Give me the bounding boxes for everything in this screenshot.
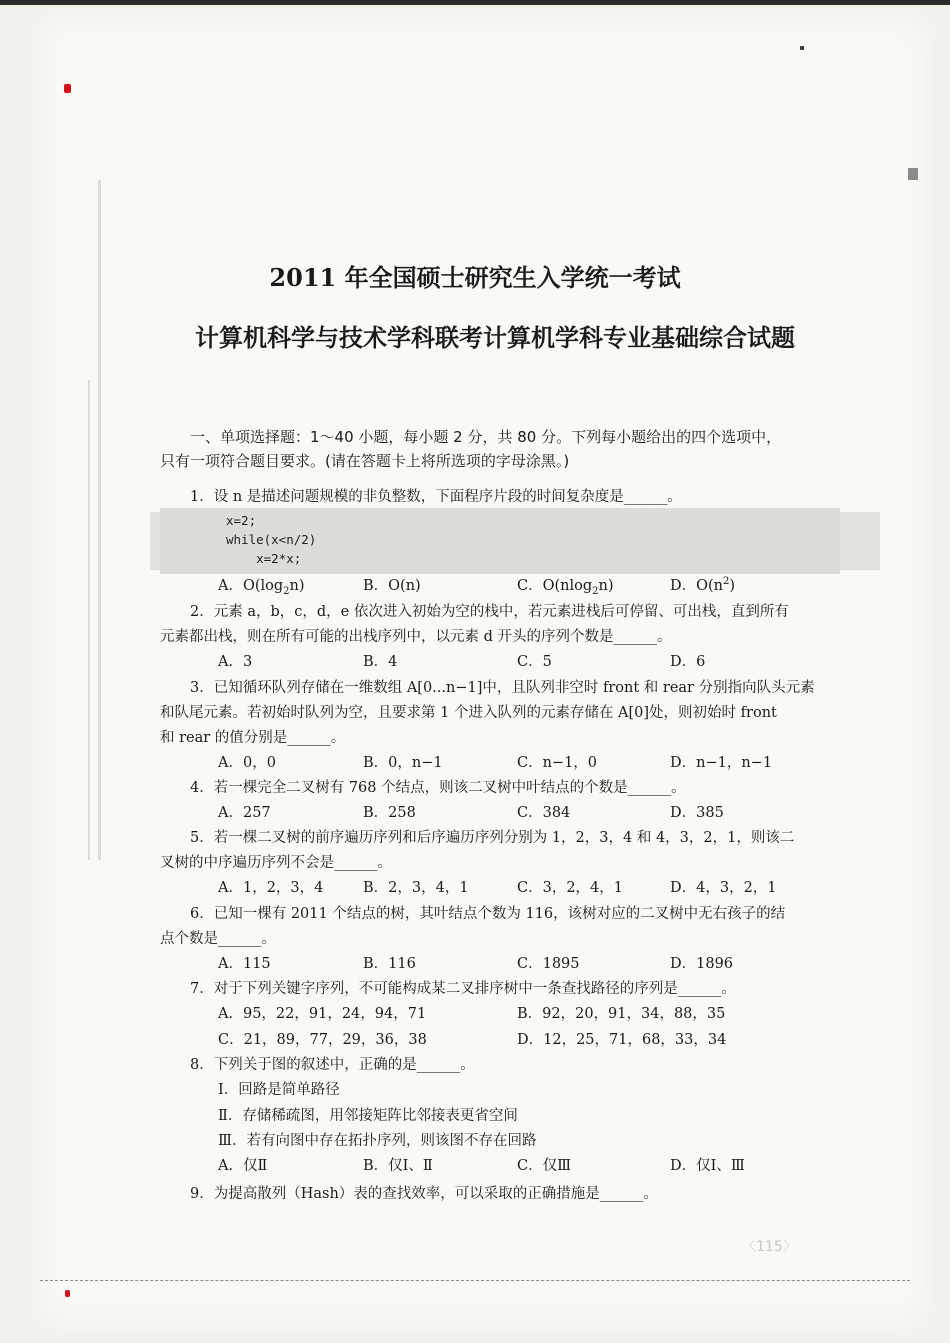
question-2-option-d: D．6	[670, 654, 706, 670]
question-3-option-b: B．0，n−1	[363, 755, 443, 771]
question-6-stem: 点个数是______。	[160, 931, 276, 947]
question-5-stem: 5．若一棵二叉树的前序遍历序列和后序遍历序列分别为 1，2，3，4 和 4，3，2，1，则该二	[190, 830, 795, 846]
section-header-line1: 一、单项选择题：1～40 小题，每小题 2 分，共 80 分。下列每小题给出的四个选项中，	[190, 428, 782, 446]
question-8-option-d: D．仅Ⅰ、Ⅲ	[670, 1158, 745, 1174]
scan-top-edge	[0, 0, 950, 5]
perforation-edge	[40, 1280, 910, 1281]
code-line: x=2*x;	[226, 551, 302, 566]
question-8-statement: Ⅲ．若有向图中存在拓扑序列，则该图不存在回路	[218, 1133, 537, 1149]
question-5-option-b: B．2，3，4，1	[363, 880, 469, 896]
question-3-option-c: C．n−1，0	[517, 755, 598, 771]
question-2-stem: 2．元素 a，b，c，d，e 依次进入初始为空的栈中，若元素进栈后可停留、可出栈，直到所有	[190, 604, 789, 620]
question-2-option-b: B．4	[363, 654, 398, 670]
question-6-stem: 6．已知一棵有 2011 个结点的树，其叶结点个数为 116，该树对应的二叉树中无右孩子的结	[190, 906, 786, 922]
question-1-option-d: D．$O(n^2)$	[670, 576, 736, 594]
question-8-option-c: C．仅Ⅲ	[517, 1158, 572, 1174]
question-6-option-a: A．115	[218, 956, 271, 972]
red-stain	[64, 84, 71, 93]
scan-speck	[908, 168, 918, 180]
question-7-stem: 7．对于下列关键字序列，不可能构成某二叉排序树中一条查找路径的序列是______。	[190, 981, 736, 997]
question-4-option-d: D．385	[670, 805, 724, 821]
question-7-option-a: A．95，22，91，24，94，71	[218, 1006, 427, 1022]
exam-title: 2011 年全国硕士研究生入学统一考试	[269, 263, 681, 292]
scan-speck	[800, 46, 804, 50]
question-5-stem: 叉树的中序遍历序列不会是______。	[160, 855, 392, 871]
question-1-option-a: A．$O(\log_2n)$	[218, 578, 305, 597]
question-3-option-d: D．n−1，n−1	[670, 755, 773, 771]
question-5-option-d: D．4，3，2，1	[670, 880, 777, 896]
question-3-stem: 3．已知循环队列存储在一维数组 A[0...n−1]中，且队列非空时 front 和 rear 分别指向队头元素	[190, 680, 815, 696]
question-4-stem: 4．若一棵完全二叉树有 768 个结点，则该二叉树中叶结点的个数是______。	[190, 780, 686, 796]
question-6-option-b: B．116	[363, 956, 416, 972]
question-8-statement: Ⅱ．存储稀疏图，用邻接矩阵比邻接表更省空间	[218, 1108, 518, 1124]
question-5-option-c: C．3，2，4，1	[517, 880, 623, 896]
section-header-line2: 只有一项符合题目要求。(请在答题卡上将所选项的字母涂黑。)	[160, 452, 570, 470]
question-4-option-b: B．258	[363, 805, 416, 821]
question-8-statement: Ⅰ．回路是简单路径	[218, 1082, 340, 1098]
question-4-option-a: A．257	[218, 805, 271, 821]
code-line: while(x<n/2)	[226, 532, 317, 547]
question-2-option-c: C．5	[517, 654, 552, 670]
question-1-option-b: B．O(n)	[363, 578, 421, 594]
show-through-page-number: 〈115〉	[742, 1239, 797, 1255]
question-3-option-a: A．0，0	[218, 755, 276, 771]
question-1-option-c: C．O(nlog$_2$n)	[517, 578, 614, 597]
question-2-stem: 元素都出栈，则在所有可能的出栈序列中，以元素 d 开头的序列个数是______。	[160, 629, 672, 645]
code-line: x=2;	[226, 513, 257, 528]
question-7-option-c: C．21，89，77，29，36，38	[218, 1032, 427, 1048]
question-3-stem: 和 rear 的值分别是______。	[160, 730, 346, 746]
question-8-option-a: A．仅Ⅱ	[218, 1158, 268, 1174]
red-stain	[65, 1290, 70, 1297]
exam-subtitle: 计算机科学与技术学科联考计算机学科专业基础综合试题	[195, 323, 795, 352]
question-2-option-a: A．3	[218, 654, 253, 670]
question-6-option-d: D．1896	[670, 956, 734, 972]
question-8-option-b: B．仅Ⅰ、Ⅱ	[363, 1158, 433, 1174]
question-9-stem: 9．为提高散列（Hash）表的查找效率，可以采取的正确措施是______。	[190, 1186, 658, 1202]
question-1-stem: 1．设 n 是描述问题规模的非负整数，下面程序片段的时间复杂度是______。	[190, 489, 682, 505]
question-6-option-c: C．1895	[517, 956, 580, 972]
show-through-stripe	[88, 380, 90, 860]
question-7-option-d: D．12，25，71，68，33，34	[517, 1032, 727, 1048]
question-5-option-a: A．1，2，3，4	[218, 880, 324, 896]
question-4-option-c: C．384	[517, 805, 571, 821]
question-7-option-b: B．92，20，91，34，88，35	[517, 1006, 726, 1022]
question-3-stem: 和队尾元素。若初始时队列为空，且要求第 1 个进入队列的元素存储在 A[0]处，则初始时 front	[160, 705, 777, 721]
question-8-stem: 8．下列关于图的叙述中，正确的是______。	[190, 1057, 475, 1073]
